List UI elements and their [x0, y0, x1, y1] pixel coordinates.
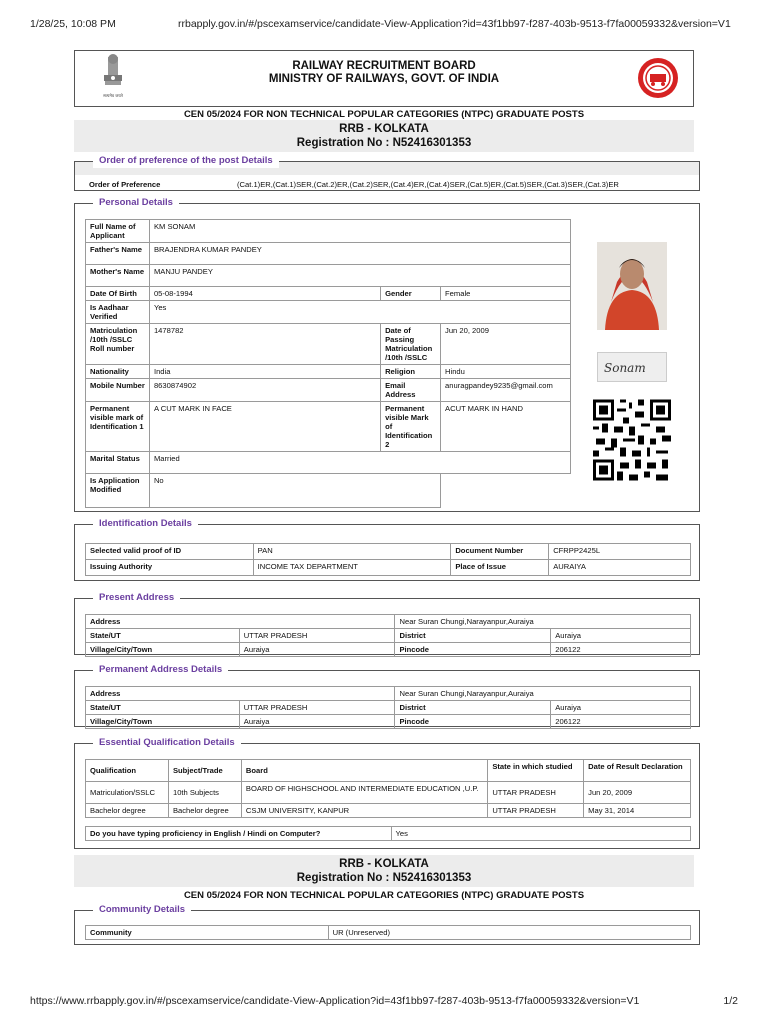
- permanent-district-label: District: [395, 701, 551, 715]
- qualification-title: Essential Qualification Details: [93, 736, 241, 750]
- community-value: UR (Unreserved): [328, 926, 690, 940]
- marital-label: Marital Status: [86, 452, 150, 474]
- applicant-signature: [597, 352, 667, 382]
- present-address-value: Near Suran Chungi,Narayanpur,Auraiya: [395, 615, 691, 629]
- permanent-address-title: Permanent Address Details: [93, 663, 228, 677]
- page-number: 1/2: [723, 995, 738, 1007]
- id-proof-label: Selected valid proof of ID: [86, 544, 254, 560]
- matric-date-label: Date of Passing Matriculation /10th /SSLC: [381, 324, 441, 365]
- table-row: [86, 804, 691, 818]
- community-label: Community: [86, 926, 329, 940]
- nationality-label: Nationality: [86, 365, 150, 379]
- qual-cell: Bachelor degree: [86, 804, 169, 818]
- present-state-value: UTTAR PRADESH: [239, 629, 395, 643]
- present-pincode-label: Pincode: [395, 643, 551, 657]
- nationality-value: India: [149, 365, 380, 379]
- permanent-address-value: Near Suran Chungi,Narayanpur,Auraiya: [395, 687, 691, 701]
- permanent-village-label: Village/City/Town: [86, 715, 240, 729]
- signature-text: Sonam: [604, 361, 646, 375]
- print-footer-url: https://www.rrbapply.gov.in/#/pscexamservice/candidate-View-Application?id=43f1bb97-f287-403b-9513-f7fa00059332&version=V1: [30, 995, 640, 1007]
- matric-roll-value: 1478782: [149, 324, 380, 365]
- table-row: [86, 782, 691, 804]
- order-preference-value: (Cat.1)ER,(Cat.1)SER,(Cat.2)ER,(Cat.2)SER,(Cat.4)ER,(Cat.4)SER,(Cat.5)ER,(Cat.5)SER,(Cat.3)SER,(Cat.3)ER: [237, 180, 619, 189]
- indian-railways-logo-icon: [637, 57, 679, 99]
- qual-cell: CSJM UNIVERSITY, KANPUR: [241, 804, 487, 818]
- signature-image: [598, 353, 666, 381]
- mark1-value: A CUT MARK IN FACE: [149, 402, 380, 452]
- cen-title: CEN 05/2024 FOR NON TECHNICAL POPULAR CATEGORIES (NTPC) GRADUATE POSTS: [183, 109, 585, 120]
- qual-header: Qualification: [86, 760, 169, 782]
- present-district-value: Auraiya: [551, 629, 691, 643]
- aadhaar-value: Yes: [149, 301, 570, 324]
- mark1-label: Permanent visible mark of Identification 1: [86, 402, 150, 452]
- doc-number-label: Document Number: [451, 544, 549, 560]
- rrb-band-top: [74, 120, 694, 152]
- matric-roll-label: Matriculation /10th /SSLC Roll number: [86, 324, 150, 365]
- qual-cell: UTTAR PRADESH: [488, 782, 584, 804]
- personal-details-section: [74, 197, 700, 512]
- religion-label: Religion: [381, 365, 441, 379]
- permanent-address-section: [74, 664, 700, 727]
- typing-value: Yes: [391, 827, 690, 841]
- community-title: Community Details: [93, 903, 191, 917]
- qual-cell: UTTAR PRADESH: [488, 804, 584, 818]
- qual-cell: May 31, 2014: [584, 804, 691, 818]
- typing-label: Do you have typing proficiency in English / Hindi on Computer?: [86, 827, 392, 841]
- order-preference-section: [74, 155, 700, 191]
- community-section: [74, 904, 700, 945]
- permanent-state-label: State/UT: [86, 701, 240, 715]
- permanent-district-value: Auraiya: [551, 701, 691, 715]
- qual-cell: 10th Subjects: [168, 782, 241, 804]
- present-address-title: Present Address: [93, 591, 180, 605]
- issuing-authority-value: INCOME TAX DEPARTMENT: [253, 560, 451, 576]
- permanent-pincode-label: Pincode: [395, 715, 551, 729]
- applicant-photo: [597, 242, 667, 330]
- mother-name-label: Mother's Name: [86, 265, 150, 287]
- community-table: [85, 925, 691, 940]
- qual-header: Date of Result Declaration: [584, 760, 691, 782]
- identification-section: [74, 518, 700, 581]
- registration-number: Registration No : N52416301353: [296, 872, 472, 884]
- present-address-section: [74, 592, 700, 655]
- mother-name-value: MANJU PANDEY: [149, 265, 570, 287]
- present-address-label: Address: [86, 615, 395, 629]
- emblem-caption: सत्यमेव जयते: [103, 93, 123, 98]
- personal-details-title: Personal Details: [93, 196, 179, 210]
- id-proof-value: PAN: [253, 544, 451, 560]
- present-village-value: Auraiya: [239, 643, 395, 657]
- identification-title: Identification Details: [93, 517, 198, 531]
- doc-number-value: CFRPP2425L: [549, 544, 691, 560]
- matric-date-value: Jun 20, 2009: [441, 324, 571, 365]
- place-of-issue-label: Place of Issue: [451, 560, 549, 576]
- issuing-authority-label: Issuing Authority: [86, 560, 254, 576]
- order-preference-label: Order of Preference: [89, 180, 161, 189]
- permanent-pincode-value: 206122: [551, 715, 691, 729]
- qual-header: Board: [241, 760, 487, 782]
- present-state-label: State/UT: [86, 629, 240, 643]
- board-header: [74, 50, 694, 107]
- marital-value: Married: [149, 452, 570, 474]
- aadhaar-label: Is Aadhaar Verified: [86, 301, 150, 324]
- qual-cell: BOARD OF HIGHSCHOOL AND INTERMEDIATE EDUCATION ,U.P.: [241, 782, 487, 804]
- full-name-label: Full Name of Applicant: [86, 220, 150, 243]
- qual-header: Subject/Trade: [168, 760, 241, 782]
- religion-value: Hindu: [441, 365, 571, 379]
- present-village-label: Village/City/Town: [86, 643, 240, 657]
- board-title: [75, 60, 693, 86]
- qr-code-icon: [593, 399, 671, 481]
- present-pincode-value: 206122: [551, 643, 691, 657]
- typing-table: [85, 826, 691, 841]
- permanent-address-table: [85, 686, 691, 729]
- rrb-name: RRB - KOLKATA: [339, 858, 429, 870]
- place-of-issue-value: AURAIYA: [549, 560, 691, 576]
- order-preference-title: Order of preference of the post Details: [93, 154, 279, 168]
- gender-label: Gender: [381, 287, 441, 301]
- permanent-village-value: Auraiya: [239, 715, 395, 729]
- print-datetime: 1/28/25, 10:08 PM: [30, 18, 116, 30]
- email-label: Email Address: [381, 379, 441, 402]
- identification-table: [85, 543, 691, 576]
- rrb-name: RRB - KOLKATA: [339, 123, 429, 135]
- qual-cell: Matriculation/SSLC: [86, 782, 169, 804]
- email-value: anuragpandey9235@gmail.com: [441, 379, 571, 402]
- print-header-url: rrbapply.gov.in/#/pscexamservice/candidate-View-Application?id=43f1bb97-f287-403b-9513-f7fa00059332&version=V1: [178, 18, 731, 30]
- full-name-value: KM SONAM: [149, 220, 570, 243]
- board-title-line1: RAILWAY RECRUITMENT BOARD: [292, 60, 476, 72]
- father-name-value: BRAJENDRA KUMAR PANDEY: [149, 243, 570, 265]
- print-header: [30, 18, 738, 32]
- modified-label: Is Application Modified: [86, 474, 150, 508]
- mark2-value: ACUT MARK IN HAND: [441, 402, 571, 452]
- mobile-label: Mobile Number: [86, 379, 150, 402]
- board-title-line2: MINISTRY OF RAILWAYS, GOVT. OF INDIA: [268, 73, 500, 85]
- modified-value: No: [149, 474, 440, 508]
- father-name-label: Father's Name: [86, 243, 150, 265]
- dob-label: Date Of Birth: [86, 287, 150, 301]
- applicant-photo-icon: [597, 242, 667, 330]
- qualification-section: [74, 737, 700, 849]
- mark2-label: Permanent visible Mark of Identification 2: [381, 402, 441, 452]
- gender-value: Female: [441, 287, 571, 301]
- qual-header: State in which studied: [488, 760, 584, 782]
- qual-cell: Jun 20, 2009: [584, 782, 691, 804]
- personal-details-table: [85, 219, 571, 508]
- qual-cell: Bachelor degree: [168, 804, 241, 818]
- permanent-state-value: UTTAR PRADESH: [239, 701, 395, 715]
- qualification-table: [85, 759, 691, 818]
- present-district-label: District: [395, 629, 551, 643]
- print-footer: [30, 995, 738, 1009]
- cen-title: CEN 05/2024 FOR NON TECHNICAL POPULAR CATEGORIES (NTPC) GRADUATE POSTS: [183, 890, 585, 901]
- mobile-value: 8630874902: [149, 379, 380, 402]
- registration-number: Registration No : N52416301353: [296, 137, 472, 149]
- permanent-address-label: Address: [86, 687, 395, 701]
- rrb-band-bottom: [74, 855, 694, 887]
- present-address-table: [85, 614, 691, 657]
- dob-value: 05-08-1994: [149, 287, 380, 301]
